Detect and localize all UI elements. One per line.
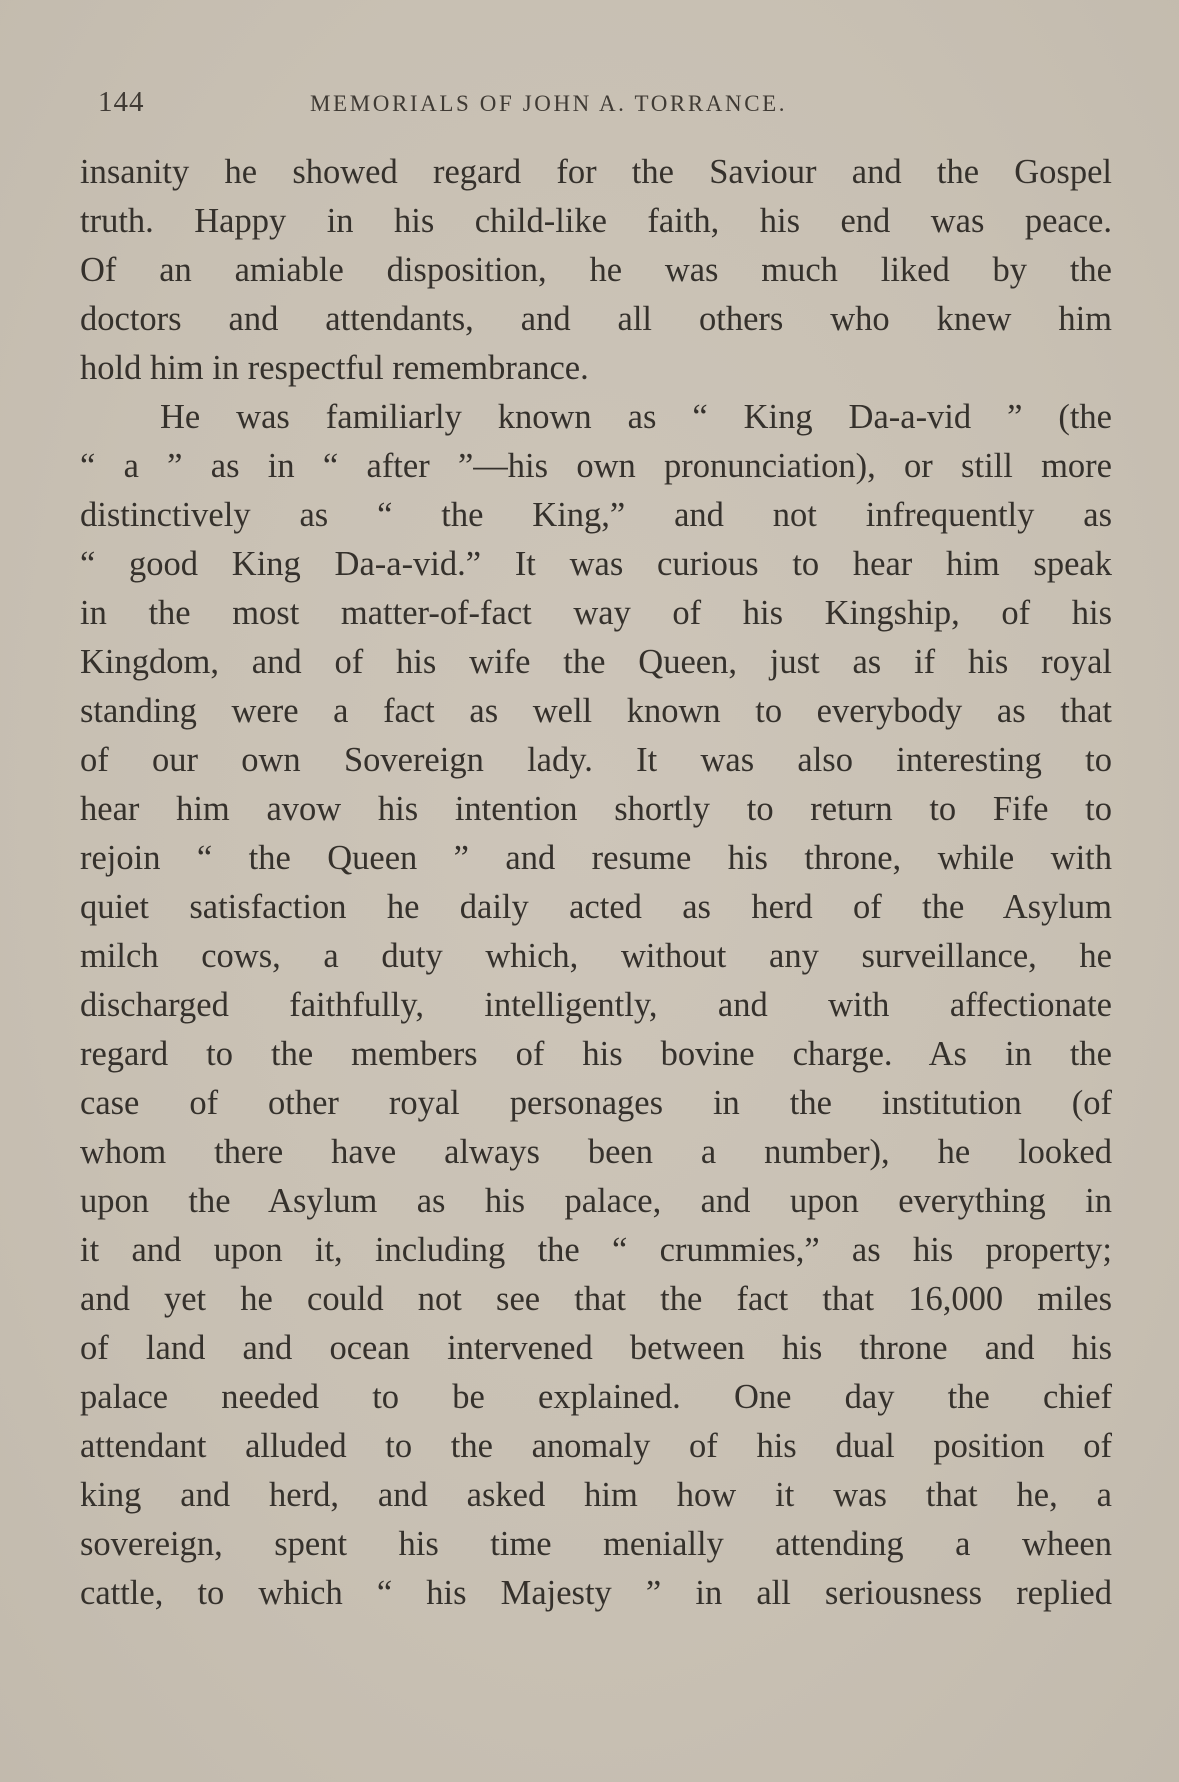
text-line: king and herd, and asked him how it was that he, a [80, 1476, 1112, 1514]
text-line: insanity he showed regard for the Saviour and the Gospel [80, 153, 1112, 191]
text-line: distinctively as “ the King,” and not infrequently as [80, 496, 1112, 534]
page-number: 144 [98, 86, 145, 118]
text-line: doctors and attendants, and all others who knew him [80, 300, 1112, 338]
text-line: rejoin “ the Queen ” and resume his throne, while with [80, 839, 1112, 877]
text-line: palace needed to be explained. One day the chief [80, 1378, 1112, 1416]
text-line: whom there have always been a number), he looked [80, 1133, 1112, 1171]
text-line: upon the Asylum as his palace, and upon everything in [80, 1182, 1112, 1220]
text-line: discharged faithfully, intelligently, and with affectionate [80, 986, 1112, 1024]
text-line: in the most matter-of-fact way of his Kingship, of his [80, 594, 1112, 632]
text-line: regard to the members of his bovine charge. As in the [80, 1035, 1112, 1073]
text-line: it and upon it, including the “ crummies,” as his property; [80, 1231, 1112, 1269]
text-line: and yet he could not see that the fact that 16,000 miles [80, 1280, 1112, 1318]
text-line: “ a ” as in “ after ”—his own pronunciation), or still more [80, 447, 1112, 485]
text-line: case of other royal personages in the institution (of [80, 1084, 1112, 1122]
text-line: sovereign, spent his time menially attending a wheen [80, 1525, 1112, 1563]
text-line: “ good King Da-a-vid.” It was curious to hear him speak [80, 545, 1112, 583]
text-line: milch cows, a duty which, without any surveillance, he [80, 937, 1112, 975]
text-line: of land and ocean intervened between his throne and his [80, 1329, 1112, 1367]
text-line: quiet satisfaction he daily acted as herd of the Asylum [80, 888, 1112, 926]
text-line: of our own Sovereign lady. It was also interesting to [80, 741, 1112, 779]
body-text [80, 148, 1112, 1618]
text-line: Of an amiable disposition, he was much liked by the [80, 251, 1112, 289]
text-line: truth. Happy in his child-like faith, his end was peace. [80, 202, 1112, 240]
running-head: MEMORIALS OF JOHN A. TORRANCE. [310, 91, 788, 116]
text-line: He was familiarly known as “ King Da-a-vid ” (the [160, 398, 1112, 436]
page-header [80, 86, 1112, 126]
text-line: hold him in respectful remembrance. [80, 349, 589, 387]
text-line: hear him avow his intention shortly to return to Fife to [80, 790, 1112, 828]
text-line: standing were a fact as well known to everybody as that [80, 692, 1112, 730]
text-line: Kingdom, and of his wife the Queen, just as if his royal [80, 643, 1112, 681]
text-line: cattle, to which “ his Majesty ” in all seriousness replied [80, 1574, 1112, 1612]
text-line: attendant alluded to the anomaly of his dual position of [80, 1427, 1112, 1465]
